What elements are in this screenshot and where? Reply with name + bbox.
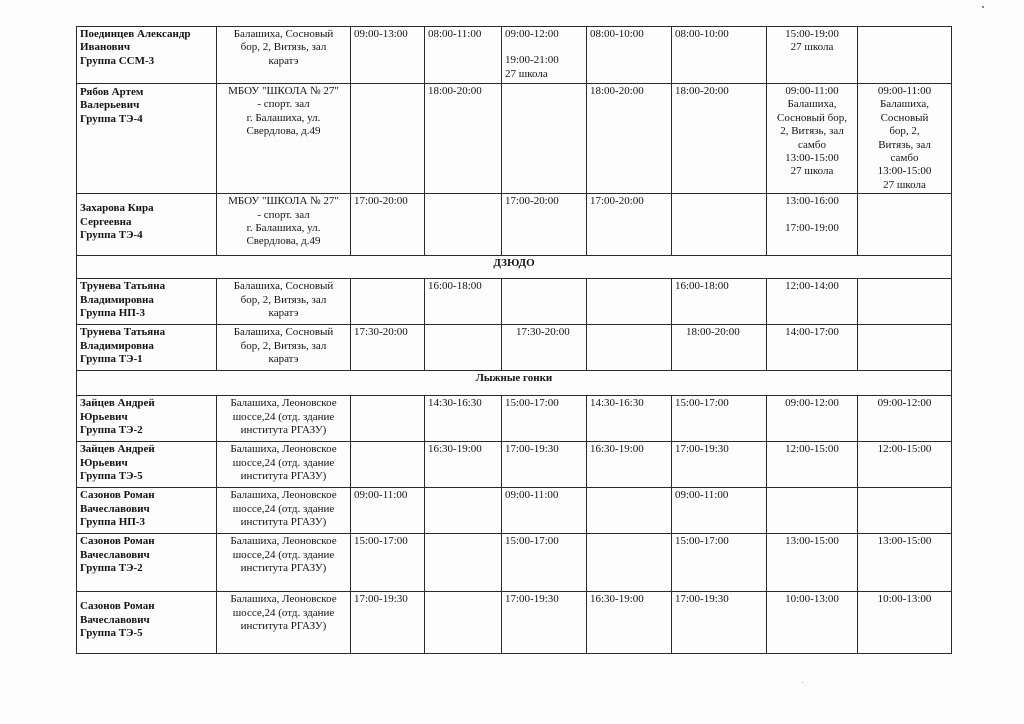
time-cell: 15:00-17:00 (672, 396, 767, 442)
time-cell: 08:00-10:00 (672, 27, 767, 84)
group-label: Группа ТЭ-1 (80, 353, 143, 366)
time-cell (858, 325, 952, 371)
coach-name: Сазонов Роман (80, 600, 155, 613)
location-line: бор, 2, Витязь, зал (240, 41, 327, 54)
location-cell (217, 396, 351, 442)
coach-group-cell (77, 488, 217, 534)
time-cell: 16:00-18:00 (425, 279, 502, 325)
coach-group-cell (77, 442, 217, 488)
coach-patronymic: Вачеславович (80, 502, 150, 515)
time-cell (587, 534, 672, 592)
coach-group-cell (77, 396, 217, 442)
time-cell (767, 488, 858, 534)
location-cell (217, 194, 351, 256)
location-cell (217, 488, 351, 534)
coach-patronymic: Владимировна (80, 339, 154, 352)
time-cell: 14:30-16:30 (425, 396, 502, 442)
time-cell: 17:00-20:00 (587, 194, 672, 256)
table-row (77, 279, 952, 325)
location-line: Балашиха, Леоновское (230, 443, 337, 456)
time-cell: 16:30-19:00 (587, 442, 672, 488)
time-cell (351, 279, 425, 325)
coach-patronymic: Вачеславович (80, 613, 150, 626)
time-cell: 13:00-15:00 (767, 534, 858, 592)
location-cell (217, 534, 351, 592)
time-cell (502, 27, 587, 84)
time-cell: 12:00-15:00 (858, 442, 952, 488)
time-cell: 09:00-12:00 (767, 396, 858, 442)
time-cell: 17:00-19:30 (502, 442, 587, 488)
time-line: 27 школа (883, 178, 926, 191)
group-label: Группа ТЭ-2 (80, 562, 143, 575)
time-cell (587, 279, 672, 325)
group-label: Группа ТЭ-5 (80, 470, 143, 483)
coach-name: Трунева Татьяна (80, 280, 166, 293)
group-label: Группа ТЭ-5 (80, 627, 143, 640)
time-cell (502, 84, 587, 194)
location-line: каратэ (268, 54, 299, 67)
location-cell (217, 279, 351, 325)
time-cell: 17:30-20:00 (351, 325, 425, 371)
location-line: Балашиха, Леоновское (230, 593, 337, 606)
time-cell: 14:30-16:30 (587, 396, 672, 442)
time-cell (351, 442, 425, 488)
time-cell: 15:00-17:00 (672, 534, 767, 592)
time-cell (425, 194, 502, 256)
coach-group-cell (77, 279, 217, 325)
time-line: самбо (798, 138, 826, 151)
time-cell: 17:00-19:30 (672, 592, 767, 654)
time-cell: 18:00-20:00 (587, 84, 672, 194)
time-line: бор, 2, (889, 125, 920, 138)
section-row (77, 256, 952, 279)
time-cell (587, 325, 672, 371)
time-cell: 08:00-11:00 (425, 27, 502, 84)
coach-name: Зайцев Андрей (80, 443, 155, 456)
location-line: Свердлова, д.49 (246, 125, 321, 138)
time-line: Сосновый бор, (777, 111, 847, 124)
table-row (77, 592, 952, 654)
location-line: Балашиха, Сосновый (233, 280, 334, 293)
group-label: Группа НП-3 (80, 516, 145, 529)
location-line: бор, 2, Витязь, зал (240, 293, 327, 306)
location-line: Балашиха, Сосновый (233, 28, 334, 40)
table-row (77, 534, 952, 592)
time-cell: 17:00-20:00 (351, 194, 425, 256)
coach-patronymic: Иванович (80, 41, 131, 54)
time-cell: 15:00-17:00 (351, 534, 425, 592)
coach-group-cell (77, 84, 217, 194)
time-cell: 16:30-19:00 (425, 442, 502, 488)
time-cell: 09:00-13:00 (351, 27, 425, 84)
location-line: МБОУ "ШКОЛА № 27" (228, 85, 339, 97)
location-cell (217, 84, 351, 194)
time-cell: 15:00-17:00 (502, 396, 587, 442)
time-line: 17:00-19:00 (785, 221, 839, 234)
location-line: каратэ (268, 353, 299, 366)
coach-name: Сазонов Роман (80, 489, 155, 502)
location-line: института РГАЗУ) (240, 562, 327, 575)
time-cell (767, 27, 858, 84)
section-title-judo: ДЗЮДО (77, 256, 952, 279)
time-cell (587, 488, 672, 534)
table-row (77, 194, 952, 256)
time-cell (425, 534, 502, 592)
section-row (77, 371, 952, 396)
location-line: - спорт. зал (257, 98, 310, 111)
time-cell (425, 488, 502, 534)
time-cell (858, 84, 952, 194)
location-line: - спорт. зал (257, 208, 310, 221)
time-cell: 12:00-14:00 (767, 279, 858, 325)
time-cell (672, 194, 767, 256)
location-line: г. Балашиха, ул. (246, 222, 321, 235)
location-line: института РГАЗУ) (240, 424, 327, 437)
table-row (77, 396, 952, 442)
location-line: Свердлова, д.49 (246, 235, 321, 248)
location-line: института РГАЗУ) (240, 516, 327, 529)
time-cell: 10:00-13:00 (858, 592, 952, 654)
location-line: шоссе,24 (отд. здание (232, 548, 335, 561)
location-line: Балашиха, Сосновый (233, 326, 334, 339)
time-cell: 17:00-19:30 (502, 592, 587, 654)
time-cell: 15:00-17:00 (502, 534, 587, 592)
time-line: 13:00-16:00 (785, 195, 839, 208)
time-cell: 17:00-19:30 (672, 442, 767, 488)
location-line: Балашиха, Леоновское (230, 397, 337, 410)
time-cell (351, 396, 425, 442)
location-line: шоссе,24 (отд. здание (232, 502, 335, 515)
coach-patronymic: Сергеевна (80, 215, 132, 228)
group-label: Группа ТЭ-2 (80, 424, 143, 437)
location-cell (217, 442, 351, 488)
time-cell: 18:00-20:00 (672, 84, 767, 194)
group-label: Группа ТЭ-4 (80, 112, 143, 125)
time-cell: 09:00-12:00 (858, 396, 952, 442)
coach-patronymic: Юрьевич (80, 456, 128, 469)
location-line: каратэ (268, 307, 299, 320)
time-line: 13:00-15:00 (877, 165, 932, 178)
time-line: 27 школа (505, 67, 548, 80)
schedule-table (76, 26, 952, 654)
time-cell: 18:00-20:00 (425, 84, 502, 194)
time-line: 09:00-12:00 (505, 28, 559, 40)
time-cell (502, 279, 587, 325)
time-line: 27 школа (790, 41, 834, 54)
location-line: МБОУ "ШКОЛА № 27" (228, 195, 339, 208)
time-cell: 17:00-19:30 (351, 592, 425, 654)
time-cell (425, 325, 502, 371)
table-row (77, 442, 952, 488)
time-cell: 16:00-18:00 (672, 279, 767, 325)
time-cell: 09:00-11:00 (351, 488, 425, 534)
time-line: 13:00-15:00 (785, 152, 839, 165)
time-cell: 18:00-20:00 (672, 325, 767, 371)
coach-group-cell (77, 194, 217, 256)
time-cell (858, 279, 952, 325)
location-line: института РГАЗУ) (240, 620, 327, 633)
scan-speck (802, 682, 803, 683)
time-line: Витязь, зал (878, 138, 931, 151)
coach-patronymic: Валерьевич (80, 99, 140, 112)
location-line: института РГАЗУ) (240, 470, 327, 483)
coach-patronymic: Владимировна (80, 293, 154, 306)
time-cell: 10:00-13:00 (767, 592, 858, 654)
coach-patronymic: Юрьевич (80, 410, 128, 423)
coach-patronymic: Вачеславович (80, 548, 150, 561)
time-cell (767, 84, 858, 194)
section-title-ski: Лыжные гонки (77, 371, 952, 396)
coach-name: Зайцев Андрей (80, 397, 155, 410)
location-line: г. Балашиха, ул. (246, 111, 321, 124)
time-line: Балашиха, (787, 98, 837, 111)
time-cell: 16:30-19:00 (587, 592, 672, 654)
coach-name: Трунева Татьяна (80, 326, 166, 339)
group-label: Группа НП-3 (80, 307, 145, 320)
time-line: Сосновый (880, 111, 929, 124)
location-line: шоссе,24 (отд. здание (232, 606, 335, 619)
location-cell (217, 592, 351, 654)
scan-speck (982, 6, 984, 8)
time-cell: 09:00-11:00 (502, 488, 587, 534)
coach-name: Захарова Кира (80, 202, 154, 215)
coach-name: Рябов Артем (80, 86, 144, 98)
time-cell: 17:00-20:00 (502, 194, 587, 256)
time-cell: 08:00-10:00 (587, 27, 672, 84)
coach-name: Сазонов Роман (80, 535, 155, 548)
time-cell: 14:00-17:00 (767, 325, 858, 371)
table-row (77, 488, 952, 534)
time-line: 2, Витязь, зал (780, 125, 844, 138)
coach-group-cell (77, 325, 217, 371)
location-line: шоссе,24 (отд. здание (232, 410, 335, 423)
time-cell (767, 194, 858, 256)
time-cell (858, 27, 952, 84)
time-line: 27 школа (790, 165, 834, 178)
location-line: бор, 2, Витязь, зал (240, 339, 327, 352)
coach-name: Поединцев Александр (80, 28, 191, 40)
time-cell: 17:30-20:00 (502, 325, 587, 371)
table-row (77, 84, 952, 194)
location-line: Балашиха, Леоновское (230, 489, 337, 502)
time-cell: 12:00-15:00 (767, 442, 858, 488)
time-cell (425, 592, 502, 654)
time-cell: 09:00-11:00 (672, 488, 767, 534)
time-line: 09:00-11:00 (877, 85, 932, 97)
time-line: самбо (890, 152, 919, 165)
location-line: шоссе,24 (отд. здание (232, 456, 335, 469)
time-line: 15:00-19:00 (785, 28, 839, 40)
location-line: Балашиха, Леоновское (230, 535, 337, 548)
coach-group-cell (77, 27, 217, 84)
time-line: Балашиха, (879, 98, 929, 111)
group-label: Группа ТЭ-4 (80, 229, 143, 242)
coach-group-cell (77, 534, 217, 592)
time-cell (858, 194, 952, 256)
time-cell: 13:00-15:00 (858, 534, 952, 592)
time-cell (858, 488, 952, 534)
time-line: 09:00-11:00 (785, 85, 839, 97)
time-line: 19:00-21:00 (505, 54, 559, 67)
coach-group-cell (77, 592, 217, 654)
time-cell (351, 84, 425, 194)
location-cell (217, 325, 351, 371)
table-row (77, 325, 952, 371)
table-row (77, 27, 952, 84)
location-cell (217, 27, 351, 84)
group-label: Группа ССМ-3 (80, 54, 155, 67)
